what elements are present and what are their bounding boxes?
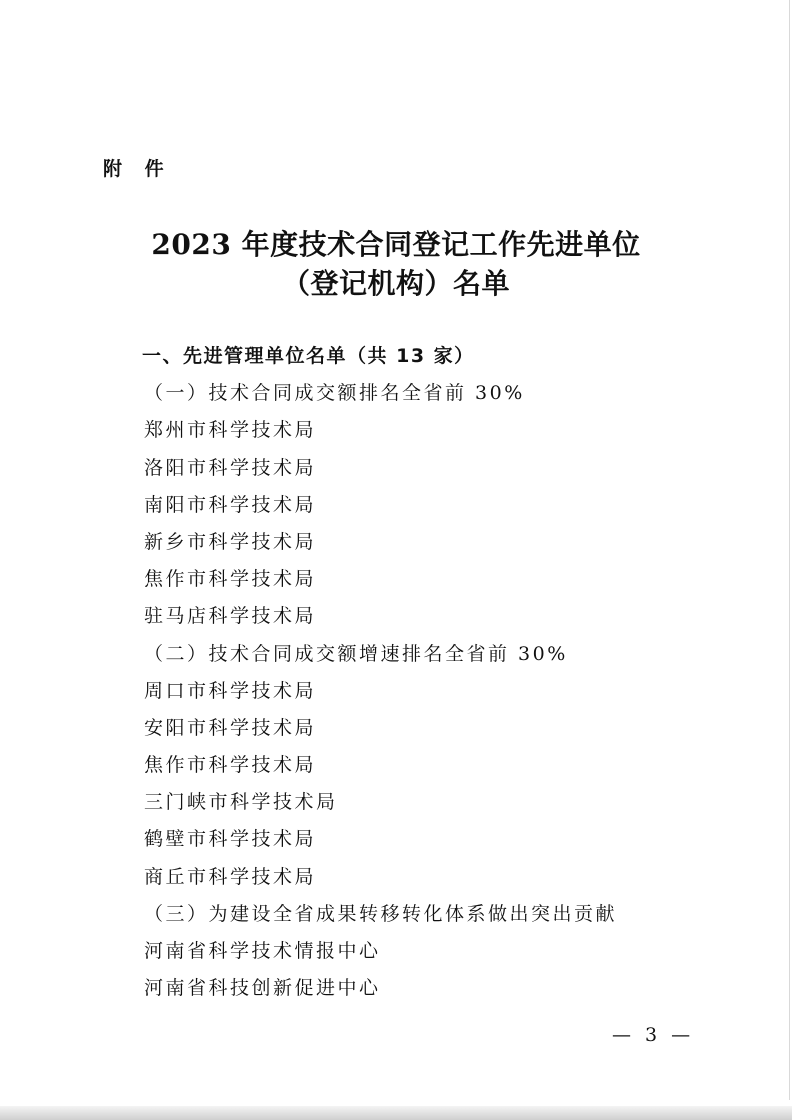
page-edge-bottom xyxy=(0,1106,792,1120)
list-item: 洛阳市科学技术局 xyxy=(144,456,317,479)
subsection-heading: （二）技术合同成交额增速排名全省前 30% xyxy=(144,642,568,665)
page-edge-right xyxy=(789,0,790,1100)
list-item: 安阳市科学技术局 xyxy=(144,716,317,739)
document-body xyxy=(144,338,704,1007)
section-heading: 一、先进管理单位名单（共 13 家） xyxy=(142,345,475,367)
page-number: — 3 — xyxy=(612,1024,695,1046)
list-item: 焦作市科学技术局 xyxy=(144,568,317,591)
list-item: 郑州市科学技术局 xyxy=(144,419,317,442)
subsection-heading: （一）技术合同成交额排名全省前 30% xyxy=(144,382,525,405)
list-item: 鹤壁市科学技术局 xyxy=(144,828,317,851)
document-title-line-1: 2023 年度技术合同登记工作先进单位 xyxy=(151,228,641,261)
list-item: 南阳市科学技术局 xyxy=(144,493,317,516)
list-item: 周口市科学技术局 xyxy=(144,679,317,702)
list-item: 驻马店科学技术局 xyxy=(144,605,317,628)
subsection-heading: （三）为建设全省成果转移转化体系做出突出贡献 xyxy=(144,902,618,925)
list-item: 商丘市科学技术局 xyxy=(144,865,317,888)
list-item: 河南省科技创新促进中心 xyxy=(144,977,381,1000)
document-title-line-2: （登记机构）名单 xyxy=(281,267,510,300)
list-item: 河南省科学技术情报中心 xyxy=(144,940,381,962)
list-item: 焦作市科学技术局 xyxy=(144,754,317,777)
attachment-label: 附 件 xyxy=(103,158,172,180)
list-item: 三门峡市科学技术局 xyxy=(144,791,338,814)
list-item: 新乡市科学技术局 xyxy=(144,530,317,553)
